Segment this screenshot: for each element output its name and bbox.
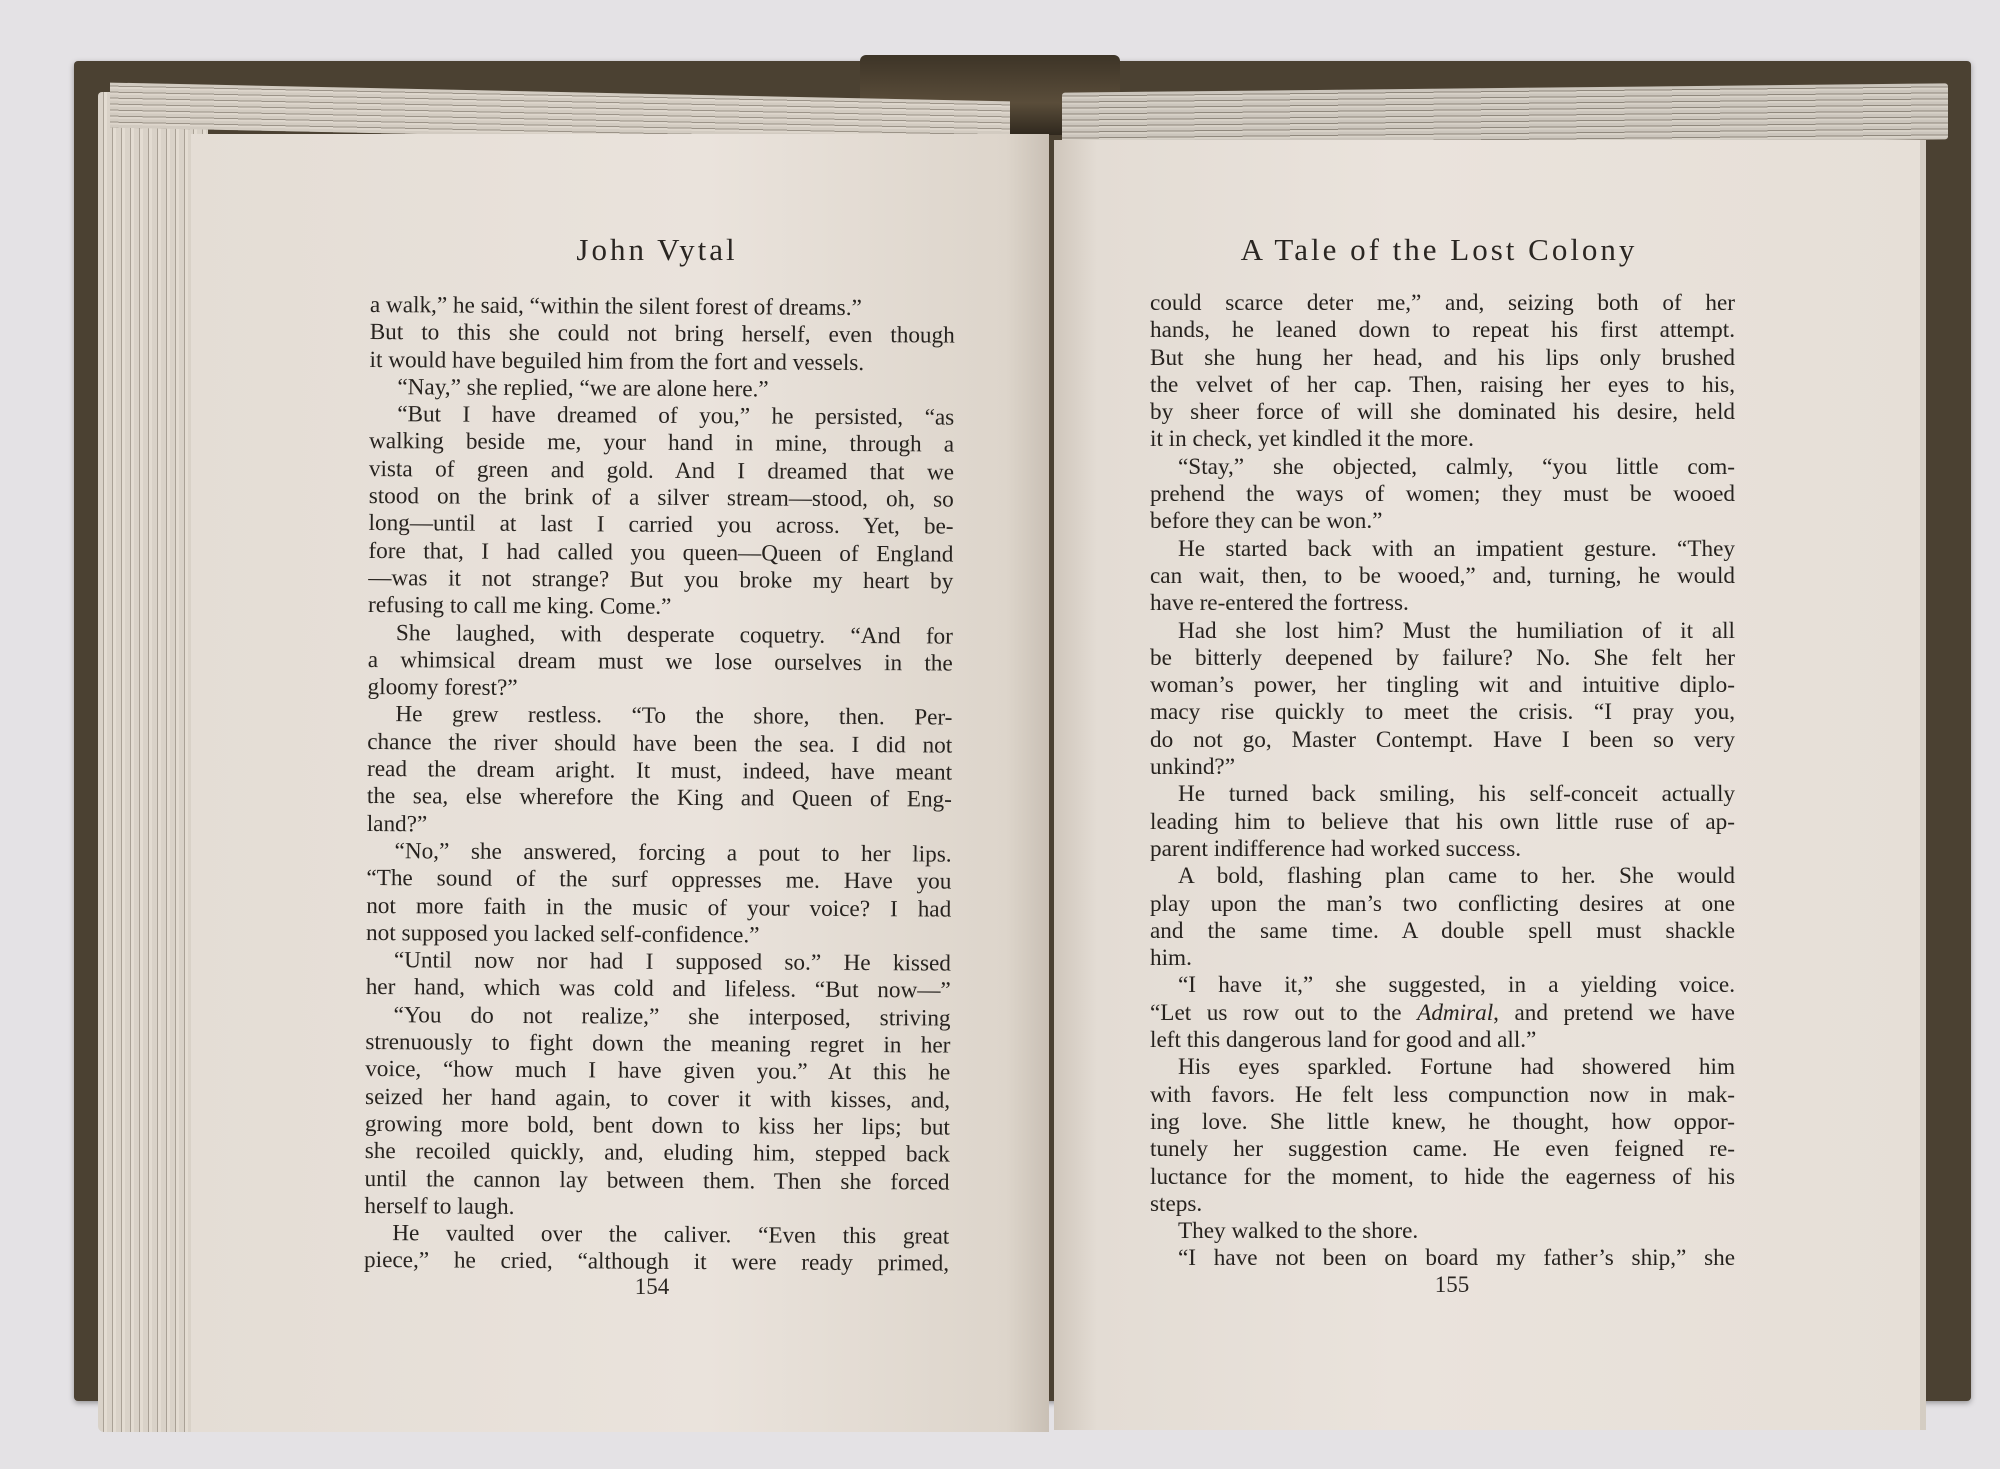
text-line: refusing to call me king. Come.”: [368, 592, 672, 621]
text-line: “No,” she answered, forcing a pout to her lips.: [394, 838, 952, 868]
text-line: “But I have dreamed of you,” he persisted, “as: [397, 401, 955, 431]
text-line: steps.: [1150, 1190, 1203, 1217]
text-line: be bitterly deepened by failure? No. She felt her: [1150, 644, 1735, 671]
text-line: left this dangerous land for good and all.”: [1150, 1027, 1537, 1054]
text-line: They walked to the shore.: [1178, 1218, 1419, 1245]
text-line: her hand, which was cold and lifeless. “But now—”: [365, 974, 951, 1004]
text-line: not supposed you lacked self-confidence.”: [366, 919, 760, 949]
italic-ship-name: Admiral: [1417, 999, 1494, 1026]
text-line: the sea, else wherefore the King and Queen of Eng-: [366, 783, 952, 813]
text-line: before they can be won.”: [1150, 508, 1383, 535]
text-line: parent indifference had worked success.: [1150, 835, 1522, 862]
text-line: —was it not strange? But you broke my heart by: [368, 564, 954, 595]
text-line: “Nay,” she replied, “we are alone here.”: [397, 374, 769, 403]
text-line: a walk,” he said, “within the silent forest of dreams.”: [369, 292, 862, 322]
text-line: not more faith in the music of your voice? I had: [366, 892, 952, 923]
text-line: She laughed, with desperate coquetry. “And for: [395, 619, 953, 650]
text-line: and the same time. A double spell must shackle: [1150, 917, 1735, 944]
text-line: vista of green and gold. And I dreamed that we: [368, 455, 954, 486]
text-line: until the cannon lay between them. Then she forced: [364, 1165, 950, 1196]
text-line: leading him to believe that his own little ruse of ap-: [1150, 808, 1735, 835]
text-line: strenuously to fight down the meaning regret in her: [365, 1029, 951, 1059]
text-line: seized her hand again, to cover it with kisses, and,: [365, 1083, 951, 1114]
text-line: He grew restless. “To the shore, then. Per-: [395, 701, 953, 732]
text-line: him.: [1150, 945, 1192, 972]
running-head-left: John Vytal: [576, 232, 738, 267]
text-line: a whimsical dream must we lose ourselves in the: [367, 646, 953, 677]
text-line: stood on the brink of a silver stream—stood, oh, so: [368, 483, 954, 513]
text-line: land?”: [366, 810, 428, 838]
text-line: have re-entered the fortress.: [1150, 590, 1409, 617]
text-line: He turned back smiling, his self-conceit actually: [1178, 781, 1735, 808]
text-line: it in check, yet kindled it the more.: [1150, 426, 1474, 453]
text-line: woman’s power, her tingling wit and intuitive diplo-: [1150, 672, 1735, 699]
text-line: He vaulted over the caliver. “Even this great: [392, 1220, 950, 1250]
text-line: “I have not been on board my father’s ship,” she: [1178, 1245, 1735, 1272]
text-line: by sheer force of will she dominated his desire, held: [1150, 399, 1735, 426]
text-line: “You do not realize,” she interposed, striving: [393, 1001, 951, 1032]
text-segment: , and pretend we have: [1493, 999, 1735, 1026]
text-line: [1150, 1000, 1735, 1027]
text-line: it would have beguiled him from the fort and vessels.: [369, 346, 865, 376]
text-line: hands, he leaned down to repeat his first attempt.: [1150, 317, 1735, 344]
text-line: long—until at last I carried you across. Yet, be-: [368, 510, 954, 540]
text-line: walking beside me, your hand in mine, through a: [369, 428, 955, 459]
text-line: macy rise quickly to meet the crisis. “I pray you,: [1150, 699, 1735, 726]
text-line: tunely her suggestion came. He even feigned re-: [1150, 1136, 1735, 1163]
text-line: piece,” he cried, “although it were ready primed,: [364, 1247, 950, 1277]
page-number-left: 154: [634, 1274, 670, 1299]
text-line: But to this she could not bring herself, even though: [369, 319, 955, 349]
text-line: His eyes sparkled. Fortune had showered him: [1178, 1054, 1735, 1081]
text-line: voice, “how much I have given you.” At this he: [365, 1056, 951, 1086]
text-line: chance the river should have been the sea. I did not: [367, 728, 953, 759]
right-page-body: [1150, 290, 1735, 1273]
text-line: “Stay,” she objected, calmly, “you little com-: [1178, 453, 1735, 480]
text-line: ing love. She little knew, he thought, how oppor-: [1150, 1108, 1735, 1135]
text-line: “The sound of the surf oppresses me. Have you: [366, 865, 952, 895]
running-head-right: A Tale of the Lost Colony: [1240, 232, 1638, 267]
text-line: He started back with an impatient gesture. “They: [1178, 535, 1735, 562]
text-line: gloomy forest?”: [367, 674, 518, 702]
left-page-body: [364, 292, 955, 1278]
text-line: do not go, Master Contempt. Have I been so very: [1150, 726, 1735, 753]
text-line: the velvet of her cap. Then, raising her eyes to his,: [1150, 371, 1735, 398]
text-line: “I have it,” she suggested, in a yielding voice.: [1178, 972, 1735, 999]
text-line: play upon the man’s two conflicting desires at one: [1150, 890, 1735, 917]
text-line: unkind?”: [1150, 754, 1235, 781]
text-line: “Until now nor had I supposed so.” He kissed: [393, 947, 951, 977]
text-line: prehend the ways of women; they must be wooed: [1150, 481, 1735, 508]
text-line: herself to laugh.: [364, 1192, 515, 1220]
text-line: with favors. He felt less compunction now in mak-: [1150, 1081, 1735, 1108]
text-segment: “Let us row out to the: [1150, 999, 1418, 1026]
text-line: she recoiled quickly, and, eluding him, stepped back: [364, 1138, 950, 1168]
page-number-right: 155: [1434, 1272, 1470, 1297]
text-line: can wait, then, to be wooed,” and, turning, he would: [1150, 562, 1735, 589]
text-line: luctance for the moment, to hide the eagerness of his: [1150, 1163, 1735, 1190]
text-line: fore that, I had called you queen—Queen of England: [368, 537, 954, 568]
text-line: But she hung her head, and his lips only brushed: [1150, 344, 1735, 371]
text-line: growing more bold, bent down to kiss her lips; but: [364, 1110, 950, 1141]
text-line: Had she lost him? Must the humiliation of it all: [1178, 617, 1735, 644]
text-line: could scarce deter me,” and, seizing both of her: [1150, 290, 1735, 316]
text-line: A bold, flashing plan came to her. She would: [1178, 863, 1735, 890]
page-edges-top-right: [1062, 83, 1948, 148]
text-line: read the dream aright. It must, indeed, have meant: [367, 756, 953, 786]
